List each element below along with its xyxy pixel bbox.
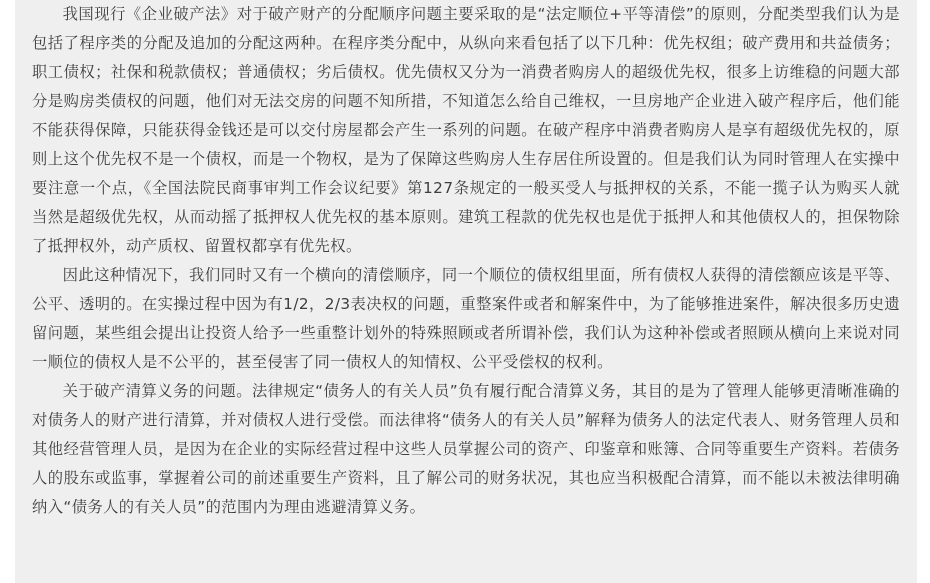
paragraph-distribution-order: 我国现行《企业破产法》对于破产财产的分配顺序问题主要采取的是“法定顺位+平等清偿”的原则，分配类型我们认为是包括了程序类的分配及追加的分配这两种。在程序类分配中，从纵向来看包括了以下几种：优先权组；破产费用和共益债务；职工债权；社保和税款债权；普通债权；劣后债权。优先债权又分为一消费者购房人的超级优先权，很多上访维稳的问题大部分是购房类债权的问题，他们对无法交房的问题不知所措，不知道怎么给自己维权，一旦房地产企业进入破产程序后，他们能不能获得保障，只能获得金钱还是可以交付房屋都会产生一系列的问题。在破产程序中消费者购房人是享有超级优先权的，原则上这个优先权不是一个债权，而是一个物权，是为了保障这些购房人生存居住所设置的。但是我们认为同时管理人在实操中要注意一个点，《全国法院民商事审判工作会议纪要》第127条规定的一般买受人与抵押权的关系，不能一揽子认为购买人就当然是超级优先权，从而动摇了抵押权人优先权的基本原则。建筑工程款的优先权也是优于抵押人和其他债权人的，担保物除了抵押权外，动产质权、留置权都享有优先权。 [32, 5, 900, 255]
article-body [32, 0, 900, 522]
article-panel [15, 0, 917, 583]
paragraph-horizontal-order: 因此这种情况下，我们同时又有一个横向的清偿顺序，同一个顺位的债权组里面，所有债权人获得的清偿额应该是平等、公平、透明的。在实操过程中因为有1/2，2/3表决权的问题，重整案件或者和解案件中，为了能够推进案件，解决很多历史遗留问题，某些组会提出让投资人给予一些重整计划外的特殊照顾或者所谓补偿，我们认为这种补偿或者照顾从横向上来说对同一顺位的债权人是不公平的，甚至侵害了同一债权人的知情权、公平受偿权的权利。 [32, 266, 900, 371]
paragraph-liquidation-duty: 关于破产清算义务的问题。法律规定“债务人的有关人员”负有履行配合清算义务，其目的是为了管理人能够更清晰准确的对债务人的财产进行清算，并对债权人进行受偿。而法律将“债务人的有关人员”解释为债务人的法定代表人、财务管理人员和其他经营管理人员，是因为在企业的实际经营过程中这些人员掌握公司的资产、印鉴章和账簿、合同等重要生产资料。若债务人的股东或监事，掌握着公司的前述重要生产资料，且了解公司的财务状况，其也应当积极配合清算，而不能以未被法律明确纳入“债务人的有关人员”的范围内为理由逃避清算义务。 [32, 382, 900, 516]
